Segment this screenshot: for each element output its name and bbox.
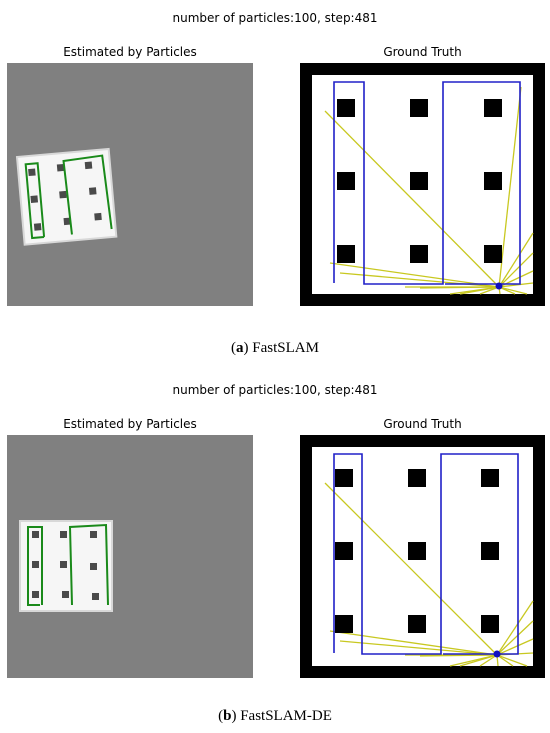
estimated-obstacle	[59, 191, 67, 199]
estimated-obstacle	[32, 561, 39, 568]
estimated-obstacle	[92, 593, 99, 600]
obstacle	[408, 615, 426, 633]
obstacle	[337, 172, 355, 190]
estimated-room	[20, 521, 112, 611]
estimated-obstacle	[32, 591, 39, 598]
obstacle	[481, 469, 499, 487]
estimated-obstacle	[28, 168, 36, 176]
right-title-b: Ground Truth	[383, 417, 462, 431]
suptitle-b: number of particles:100, step:481	[172, 383, 378, 397]
estimated-obstacle	[90, 531, 97, 538]
ground-truth-map-b	[300, 435, 545, 678]
estimated-map-a	[7, 63, 253, 306]
obstacle	[484, 245, 502, 263]
obstacle	[408, 542, 426, 560]
estimated-obstacle	[34, 223, 42, 231]
left-title-b: Estimated by Particles	[63, 417, 197, 431]
estimated-obstacle	[32, 531, 39, 538]
estimated-obstacle	[60, 561, 67, 568]
estimated-obstacle	[62, 591, 69, 598]
robot-marker	[496, 283, 503, 290]
estimated-obstacle	[89, 187, 97, 195]
suptitle-a: number of particles:100, step:481	[172, 11, 378, 25]
caption-label-a: (a)	[231, 340, 249, 356]
caption-a	[0, 340, 550, 357]
obstacle	[337, 245, 355, 263]
right-title-a: Ground Truth	[383, 45, 462, 59]
estimated-obstacle	[90, 563, 97, 570]
obstacle	[410, 245, 428, 263]
left-title-a: Estimated by Particles	[63, 45, 197, 59]
estimated-obstacle	[30, 195, 38, 203]
estimated-map-b	[7, 435, 253, 678]
caption-text-a: FastSLAM	[252, 340, 319, 356]
obstacle	[484, 99, 502, 117]
estimated-room	[17, 149, 116, 245]
caption-label-b: (b)	[218, 708, 237, 724]
obstacle	[337, 99, 355, 117]
obstacle	[335, 615, 353, 633]
obstacle	[410, 99, 428, 117]
caption-b	[0, 708, 550, 725]
obstacle	[481, 615, 499, 633]
obstacle	[410, 172, 428, 190]
obstacle	[408, 469, 426, 487]
caption-text-b: FastSLAM-DE	[240, 708, 332, 724]
robot-marker	[494, 651, 501, 658]
ground-truth-map-a	[300, 63, 545, 306]
obstacle	[335, 469, 353, 487]
obstacle	[484, 172, 502, 190]
obstacle	[335, 542, 353, 560]
obstacle	[481, 542, 499, 560]
estimated-obstacle	[94, 213, 102, 221]
estimated-obstacle	[85, 162, 93, 170]
estimated-obstacle	[60, 531, 67, 538]
